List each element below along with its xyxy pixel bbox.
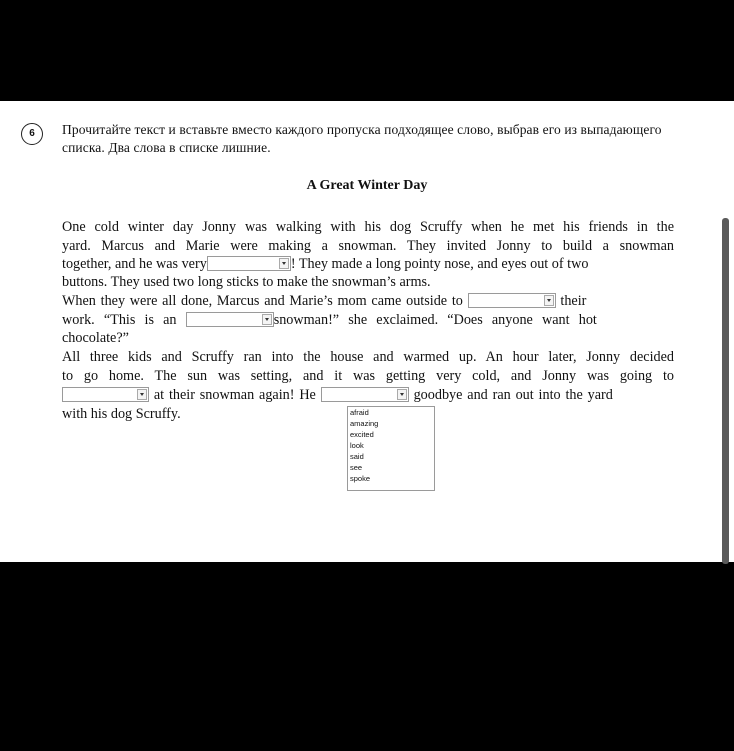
text-line-6-start: work. “This is an	[62, 312, 177, 328]
dropdown-option[interactable]: look	[350, 441, 364, 450]
dropdown-options-list[interactable]	[347, 406, 435, 491]
text-line-5-start: When they were all done, Marcus and Marie’s mom came outside to	[62, 293, 463, 309]
text-line-10-end: goodbye and ran out into the yard	[413, 387, 613, 403]
gap-1-select[interactable]	[207, 256, 291, 271]
text-line-7: chocolate?”	[62, 330, 129, 346]
scrollbar[interactable]	[722, 218, 729, 564]
dropdown-option[interactable]: excited	[350, 430, 374, 439]
text-line-10-middle: at their snowman again! He	[153, 387, 316, 403]
text-line-1: One cold winter day Jonny was walking with his dog Scruffy when he met his friends in the	[62, 219, 674, 235]
document-page	[0, 101, 734, 562]
chevron-down-icon[interactable]	[262, 314, 272, 325]
task-instructions: Прочитайте текст и вставьте вместо каждого пропуска подходящее слово, выбрав его из выпадающего списка. Два слова в списке лишние.	[62, 122, 662, 155]
chevron-down-icon[interactable]	[137, 389, 147, 400]
text-line-6	[62, 311, 674, 330]
gap-3-select[interactable]	[186, 312, 274, 327]
text-line-5	[62, 292, 674, 311]
text-line-6-end: snowman!” she exclaimed. “Does anyone want hot	[273, 312, 597, 328]
dropdown-option[interactable]: see	[350, 463, 363, 472]
text-line-10	[62, 386, 674, 405]
gap-2-select[interactable]	[468, 293, 556, 308]
text-line-3-end: ! They made a long pointy nose, and eyes out of two	[290, 256, 589, 272]
text-line-5-end: their	[560, 293, 587, 309]
chevron-down-icon[interactable]	[544, 295, 554, 306]
text-title: A Great Winter Day	[306, 178, 428, 193]
text-line-3-start: together, and he was very	[62, 256, 207, 272]
gap-4-select[interactable]	[62, 387, 149, 402]
chevron-down-icon[interactable]	[397, 389, 407, 400]
gap-5-select[interactable]	[321, 387, 409, 402]
chevron-down-icon[interactable]	[279, 258, 289, 269]
dropdown-option[interactable]: amazing	[350, 419, 379, 428]
text-line-3	[62, 255, 674, 274]
dropdown-option[interactable]: afraid	[350, 408, 369, 417]
task-number-badge: 6	[21, 123, 43, 145]
text-line-8: All three kids and Scruffy ran into the house and warmed up. An hour later, Jonny decided	[62, 349, 674, 365]
dropdown-option[interactable]: spoke	[350, 474, 371, 483]
text-line-4: buttons. They used two long sticks to make the snowman’s arms.	[62, 274, 431, 290]
text-line-11: with his dog Scruffy.	[62, 406, 181, 422]
text-line-2: yard. Marcus and Marie were making a snowman. They invited Jonny to build a snowman	[62, 238, 674, 254]
dropdown-option[interactable]: said	[350, 452, 364, 461]
text-line-9: to go home. The sun was setting, and it was getting very cold, and Jonny was going to	[62, 368, 674, 384]
